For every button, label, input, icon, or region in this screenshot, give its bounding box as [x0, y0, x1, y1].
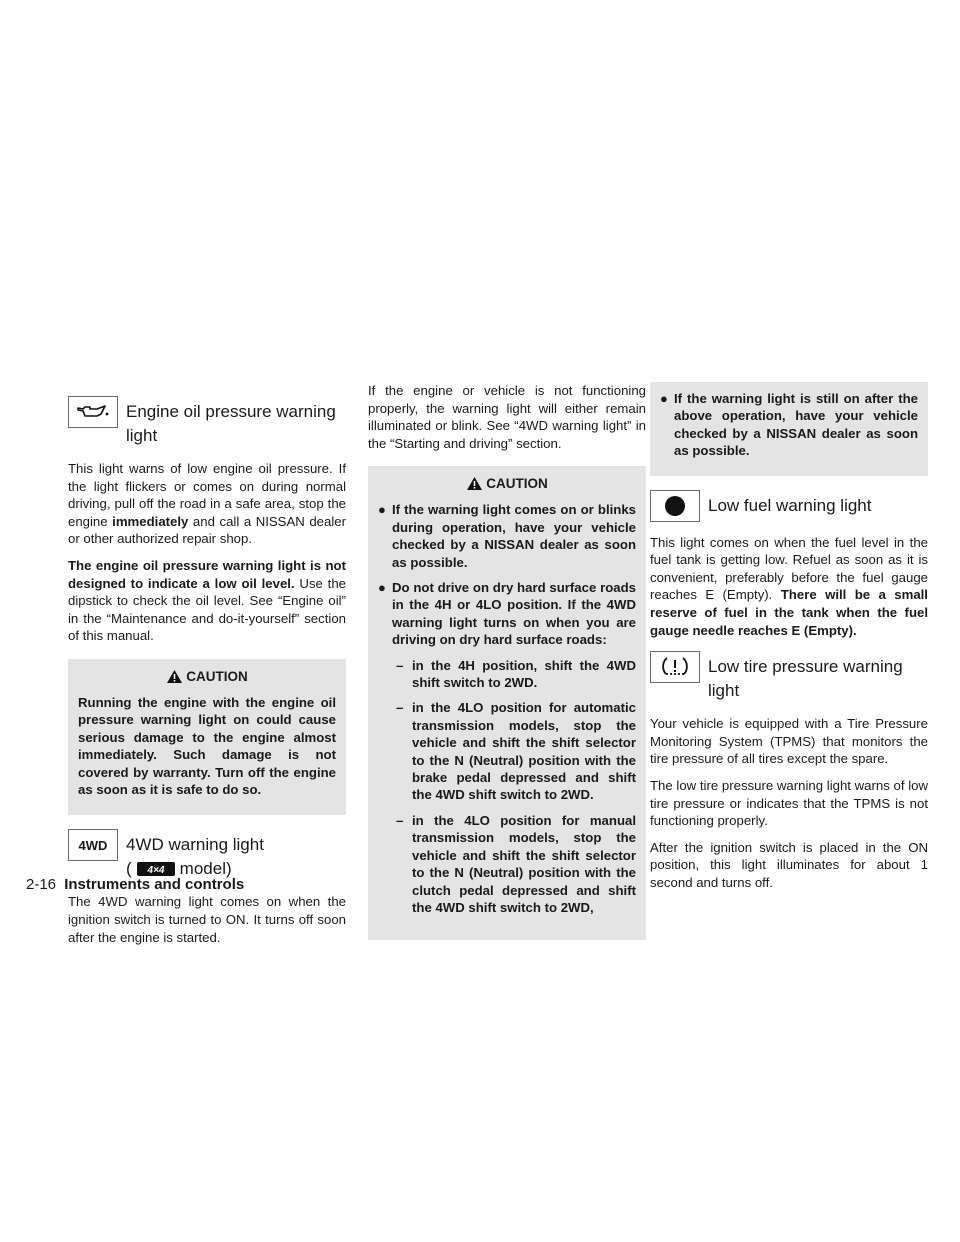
warning-triangle-icon — [166, 669, 183, 684]
oil-pressure-heading — [68, 396, 346, 448]
caution-subitem: – in the 4H position, shift the 4WD shift switch to 2WD. — [396, 657, 636, 691]
oil-can-icon — [68, 396, 118, 428]
fuel-pump-icon — [650, 490, 700, 522]
4wd-continued-paragraph: If the engine or vehicle is not functioning properly, the warning light will either remain illuminated or blink. See “4WD warning light” in the “Starting and driving” section. — [368, 383, 646, 451]
caution-text: Running the engine with the engine oil pressure warning light on could cause serious damage to the engine almost immediately. Such damage is not covered by warranty. Turn off the engine as soon as it is safe to do so. — [78, 694, 336, 797]
page-number: 2-16 — [26, 876, 57, 893]
tire-pressure-icon — [650, 651, 700, 683]
caution-box-4wd — [368, 466, 646, 940]
caution-subitem: – in the 4LO position for manual transmission models, stop the vehicle and shift the shift selector to the N (Neutral) position with the clutch pedal depressed and shift the 4WD shift switch to 2WD, — [396, 812, 636, 915]
4x4-badge-icon — [136, 861, 176, 877]
low-fuel-heading — [650, 490, 928, 522]
caution-title: CAUTION — [78, 669, 336, 684]
4wd-icon: 4WD — [68, 829, 118, 861]
column-2 — [368, 383, 646, 954]
oil-pressure-title: Engine oil pressure warning light — [126, 402, 336, 445]
oil-pressure-paragraph-2: The engine oil pressure warning light is not designed to indicate a low oil level. Use the dipstick to check the oil level. See “Engine oil” in the “Maintenance and do-it-yourself” section of this manual. — [68, 557, 346, 644]
tire-paragraph-1: Your vehicle is equipped with a Tire Pressure Monitoring System (TPMS) that monitors the tire pressure of all tires except the spare. — [650, 716, 928, 767]
low-tire-title: Low tire pressure warning light — [708, 657, 903, 701]
caution-item: ● Do not drive on dry hard surface roads in the 4H or 4LO position. If the 4WD warning light turns on when you are driving on dry hard surface roads: – in the 4H position, shift the 4WD shift switch to 2WD. – in the 4LO position for automatic transmission models, stop the vehicle and shift the shift selector to the N (Neutral) position with the brake pedal depressed and shift the 4WD shift switch to 2WD. – in the 4LO position for manual transmission models, stop the vehicle and shift the shift selector to the N (Neutral) position with the clutch pedal depressed and shift the 4WD shift switch to 2WD, — [378, 580, 636, 915]
section-name: Instruments and controls — [64, 876, 245, 893]
caution-subitem: – in the 4LO position for automatic transmission models, stop the vehicle and shift the shift selector to the N (Neutral) position with the brake pedal depressed and shift the 4WD shift switch to 2WD. — [396, 700, 636, 803]
tire-paragraph-2: The low tire pressure warning light warns of low tire pressure or indicates that the TPMS is not functioning properly. — [650, 777, 928, 829]
oil-pressure-paragraph-1: This light warns of low engine oil pressure. If the light flickers or comes on during normal driving, pull off the road in a safe area, stop the engine immediately and call a NISSAN dealer or other authorized repair shop. — [68, 461, 346, 547]
warning-triangle-icon — [466, 476, 483, 491]
caution-item: ● If the warning light comes on or blinks during operation, have your vehicle checked by a NISSAN dealer as soon as possible. — [378, 502, 636, 570]
low-fuel-paragraph: This light comes on when the fuel level in the fuel tank is getting low. Refuel as soon as it is convenient, preferably before the fuel gauge reaches E (Empty). There will be a small reserve of fuel in the tank when the fuel gauge needle reaches E (Empty). — [650, 534, 928, 638]
column-3 — [650, 391, 928, 901]
4wd-title: 4WD warning light ( 4×4 model) — [126, 835, 264, 879]
caution-title: CAUTION — [378, 476, 636, 491]
caution-box-continued — [650, 382, 928, 476]
caution-item: ● If the warning light is still on after the above operation, have your vehicle checked by a NISSAN dealer as soon as possible. — [660, 391, 918, 459]
tire-paragraph-3: After the ignition switch is placed in the ON position, this light illuminates for about 1 second and turns off. — [650, 839, 928, 890]
svg-text:4×4: 4×4 — [147, 865, 165, 877]
4wd-paragraph: The 4WD warning light comes on when the ignition switch is turned to ON. It turns off soon after the engine is started. — [68, 894, 346, 945]
column-1 — [68, 396, 346, 955]
page-footer — [26, 876, 244, 893]
4wd-heading — [68, 829, 346, 881]
low-tire-heading — [650, 651, 928, 703]
low-fuel-title: Low fuel warning light — [708, 495, 872, 515]
caution-box-oil — [68, 659, 346, 815]
